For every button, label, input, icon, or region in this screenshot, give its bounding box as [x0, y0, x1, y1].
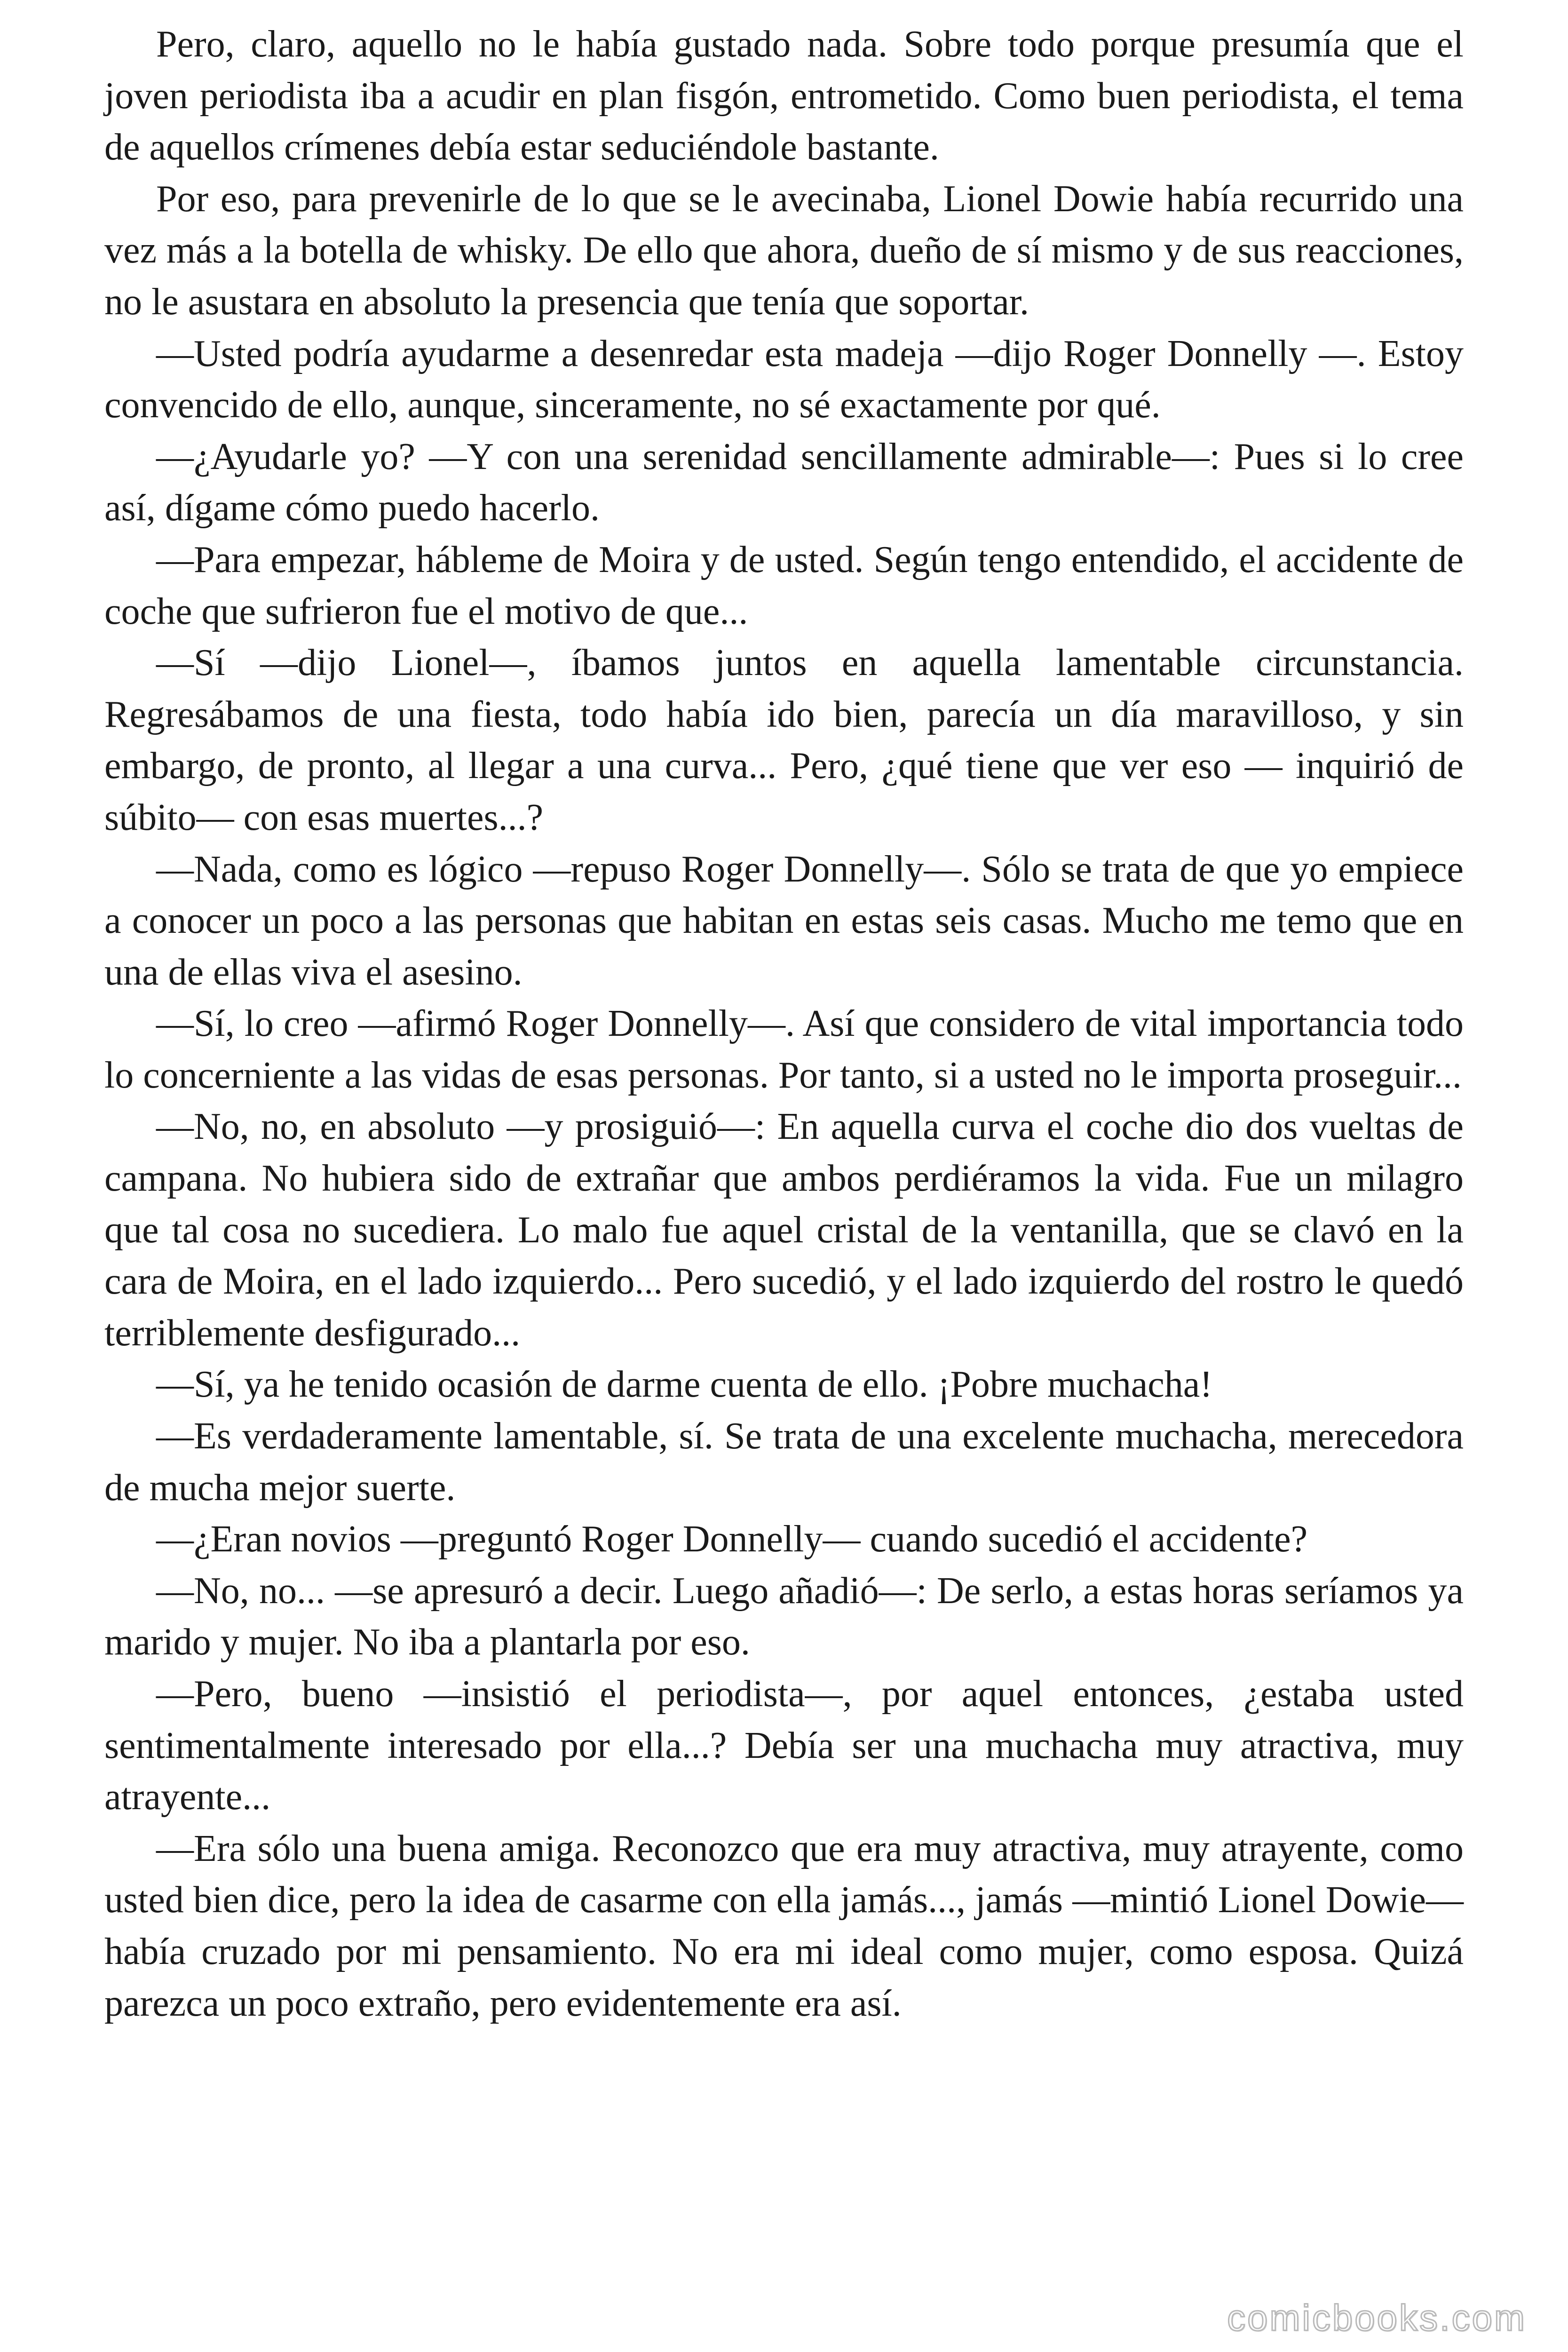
- paragraph: —Para empezar, hábleme de Moira y de usted. Según tengo entendido, el accidente de coche que sufrieron fue el motivo de que...: [104, 539, 1464, 632]
- paragraph: —Era sólo una buena amiga. Reconozco que era muy atractiva, muy atrayente, como usted bien dice, pero la idea de casarme con ella jamás..., jamás —mintió Lionel Dowie— había cruzado por mi pensamiento. No era mi ideal como mujer, como esposa. Quizá parezca un poco extraño, pero evidentemente era así.: [104, 1828, 1464, 2024]
- paragraph: —Sí —dijo Lionel—, íbamos juntos en aquella lamentable circunstancia. Regresábamos de una fiesta, todo había ido bien, parecía un día maravilloso, y sin embargo, de pronto, al llegar a una curva... Pero, ¿qué tiene que ver eso — inquirió de súbito— con esas muertes...?: [104, 642, 1464, 838]
- paragraph: —¿Eran novios —preguntó Roger Donnelly— cuando sucedió el accidente?: [156, 1518, 1308, 1560]
- paragraph: —Sí, ya he tenido ocasión de darme cuenta de ello. ¡Pobre muchacha!: [156, 1364, 1212, 1406]
- page-text: [104, 19, 1464, 2029]
- paragraph: —Sí, lo creo —afirmó Roger Donnelly—. Así que considero de vital importancia todo lo concerniente a las vidas de esas personas. Por tanto, si a usted no le importa proseguir...: [104, 1003, 1464, 1096]
- paragraph: Por eso, para prevenirle de lo que se le avecinaba, Lionel Dowie había recurrido una vez más a la botella de whisky. De ello que ahora, dueño de sí mismo y de sus reacciones, no le asustara en absoluto la presencia que tenía que soportar.: [104, 178, 1464, 323]
- paragraph: —Es verdaderamente lamentable, sí. Se trata de una excelente muchacha, merecedora de mucha mejor suerte.: [104, 1415, 1464, 1509]
- paragraph: —Usted podría ayudarme a desenredar esta madeja —dijo Roger Donnelly —. Estoy convencido de ello, aunque, sinceramente, no sé exactamente por qué.: [104, 333, 1464, 426]
- paragraph: —No, no... —se apresuró a decir. Luego añadió—: De serlo, a estas horas seríamos ya marido y mujer. No iba a plantarla por eso.: [104, 1570, 1464, 1663]
- watermark: comicbooks.com: [1227, 2297, 1527, 2338]
- paragraph: —Nada, como es lógico —repuso Roger Donnelly—. Sólo se trata de que yo empiece a conocer un poco a las personas que habitan en estas seis casas. Mucho me temo que en una de ellas viva el asesino.: [104, 848, 1464, 993]
- paragraph: —No, no, en absoluto —y prosiguió—: En aquella curva el coche dio dos vueltas de campana. No hubiera sido de extrañar que ambos perdiéramos la vida. Fue un milagro que tal cosa no sucediera. Lo malo fue aquel cristal de la ventanilla, que se clavó en la cara de Moira, en el lado izquierdo... Pero sucedió, y el lado izquierdo del rostro le quedó terriblemente desfigurado...: [104, 1106, 1464, 1354]
- paragraph: —¿Ayudarle yo? —Y con una serenidad sencillamente admirable—: Pues si lo cree así, dígame cómo puedo hacerlo.: [104, 436, 1464, 529]
- paragraph: —Pero, bueno —insistió el periodista—, por aquel entonces, ¿estaba usted sentimentalmente interesado por ella...? Debía ser una muchacha muy atractiva, muy atrayente...: [104, 1673, 1464, 1818]
- paragraph: Pero, claro, aquello no le había gustado nada. Sobre todo porque presumía que el joven periodista iba a acudir en plan fisgón, entrometido. Como buen periodista, el tema de aquellos crímenes debía estar seduciéndole bastante.: [104, 24, 1464, 168]
